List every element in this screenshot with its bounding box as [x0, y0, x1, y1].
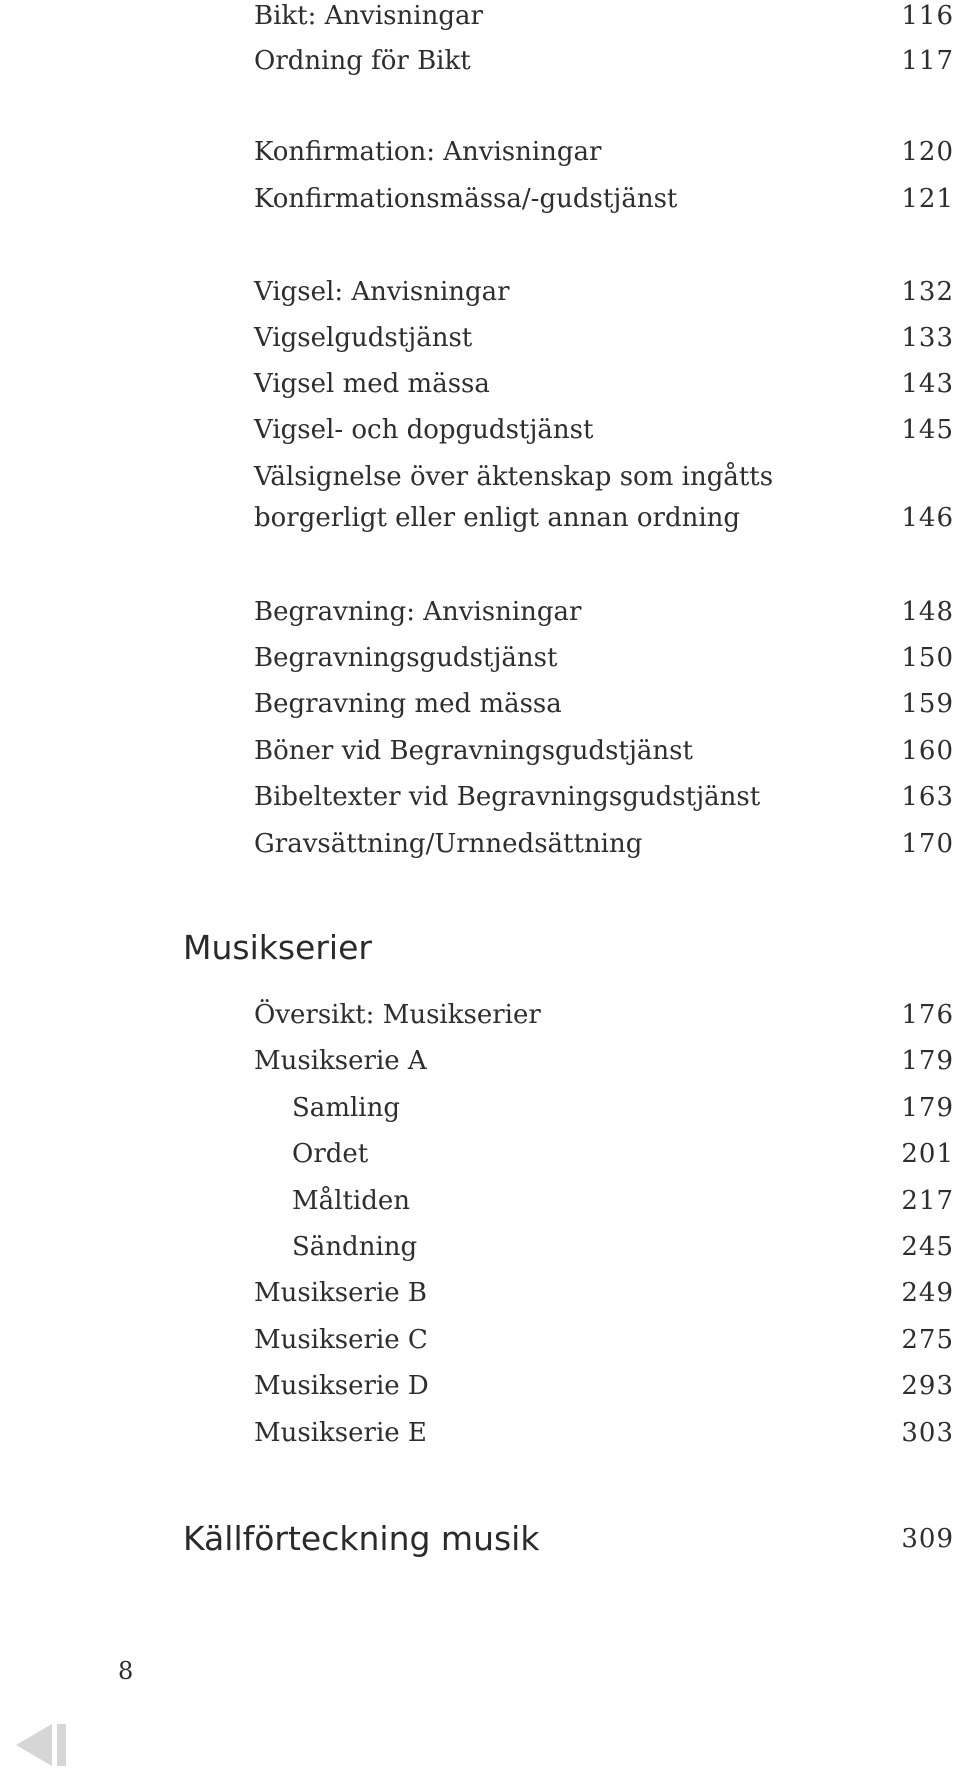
toc-entry-page: 179 — [901, 1046, 954, 1076]
toc-entry-page: 275 — [901, 1325, 954, 1355]
toc-entry-label: Vigsel med mässa — [254, 369, 490, 399]
toc-entry-label: Musikserie E — [254, 1418, 427, 1448]
toc-entry-page: 160 — [901, 736, 954, 766]
toc-entry-page: 133 — [901, 323, 954, 353]
toc-entry-label: Begravningsgudstjänst — [254, 643, 558, 673]
toc-entry-page: 293 — [901, 1371, 954, 1401]
toc-entry-page: 217 — [901, 1186, 954, 1216]
section-heading-musikserier[interactable]: Musikserier — [183, 928, 372, 967]
toc-entry-label: Musikserie C — [254, 1325, 428, 1355]
toc-entry-page: 143 — [901, 369, 954, 399]
toc-entry-page: 201 — [901, 1139, 954, 1169]
toc-entry-page: 309 — [901, 1524, 954, 1554]
toc-entry-page: 121 — [901, 184, 954, 214]
toc-entry-label: Måltiden — [292, 1186, 410, 1216]
toc-entry-page: 170 — [901, 829, 954, 859]
toc-entry-label: Välsignelse över äktenskap som ingåtts — [254, 462, 774, 492]
toc-entry-label: Samling — [292, 1093, 400, 1123]
toc-entry-label: Musikserie A — [254, 1046, 427, 1076]
toc-entry-page: 176 — [901, 1000, 954, 1030]
page-number: 8 — [118, 1657, 134, 1685]
previous-page-arrow-icon[interactable] — [14, 1722, 68, 1768]
toc-entry-label: Gravsättning/Urnnedsättning — [254, 829, 643, 859]
toc-entry-label: Konfirmationsmässa/-gudstjänst — [254, 184, 678, 214]
toc-entry-label: borgerligt eller enligt annan ordning — [254, 503, 741, 533]
toc-entry-label: Vigsel- och dopgudstjänst — [254, 415, 594, 445]
toc-entry-label: Ordet — [292, 1139, 369, 1169]
arrow-bar — [57, 1724, 66, 1766]
toc-entry-page: 146 — [901, 503, 954, 533]
toc-entry-label: Vigsel: Anvisningar — [254, 277, 510, 307]
toc-entry-label: Konfirmation: Anvisningar — [254, 137, 602, 167]
toc-entry-label: Bikt: Anvisningar — [254, 1, 483, 31]
toc-entry-label: Begravning: Anvisningar — [254, 597, 582, 627]
toc-entry-label: Vigselgudstjänst — [254, 323, 473, 353]
toc-entry-label: Sändning — [292, 1232, 418, 1262]
toc-entry-page: 117 — [901, 46, 954, 76]
toc-entry-page: 150 — [901, 643, 954, 673]
toc-entry-label: Bibeltexter vid Begravningsgudstjänst — [254, 782, 761, 812]
toc-entry-label: Musikserie B — [254, 1278, 428, 1308]
toc-entry-label: Ordning för Bikt — [254, 46, 471, 76]
toc-entry-page: 132 — [901, 277, 954, 307]
toc-entry-page: 116 — [901, 1, 954, 31]
toc-entry-page: 148 — [901, 597, 954, 627]
toc-entry-label: Musikserie D — [254, 1371, 429, 1401]
toc-entry-page: 249 — [901, 1278, 954, 1308]
toc-entry-page: 303 — [901, 1418, 954, 1448]
arrow-triangle — [16, 1724, 52, 1766]
toc-entry-page: 159 — [901, 689, 954, 719]
toc-entry-label: Begravning med mässa — [254, 689, 562, 719]
toc-entry-page: 179 — [901, 1093, 954, 1123]
toc-entry-page: 145 — [901, 415, 954, 445]
toc-entry-page: 120 — [901, 137, 954, 167]
toc-entry-page: 245 — [901, 1232, 954, 1262]
toc-entry-label: Översikt: Musikserier — [254, 1000, 541, 1030]
section-heading-kallforteckning: Källförteckning musik — [183, 1519, 540, 1558]
toc-entry-label: Böner vid Begravningsgudstjänst — [254, 736, 693, 766]
toc-entry-page: 163 — [901, 782, 954, 812]
toc-entry-kallforteckning[interactable] — [183, 1518, 954, 1560]
